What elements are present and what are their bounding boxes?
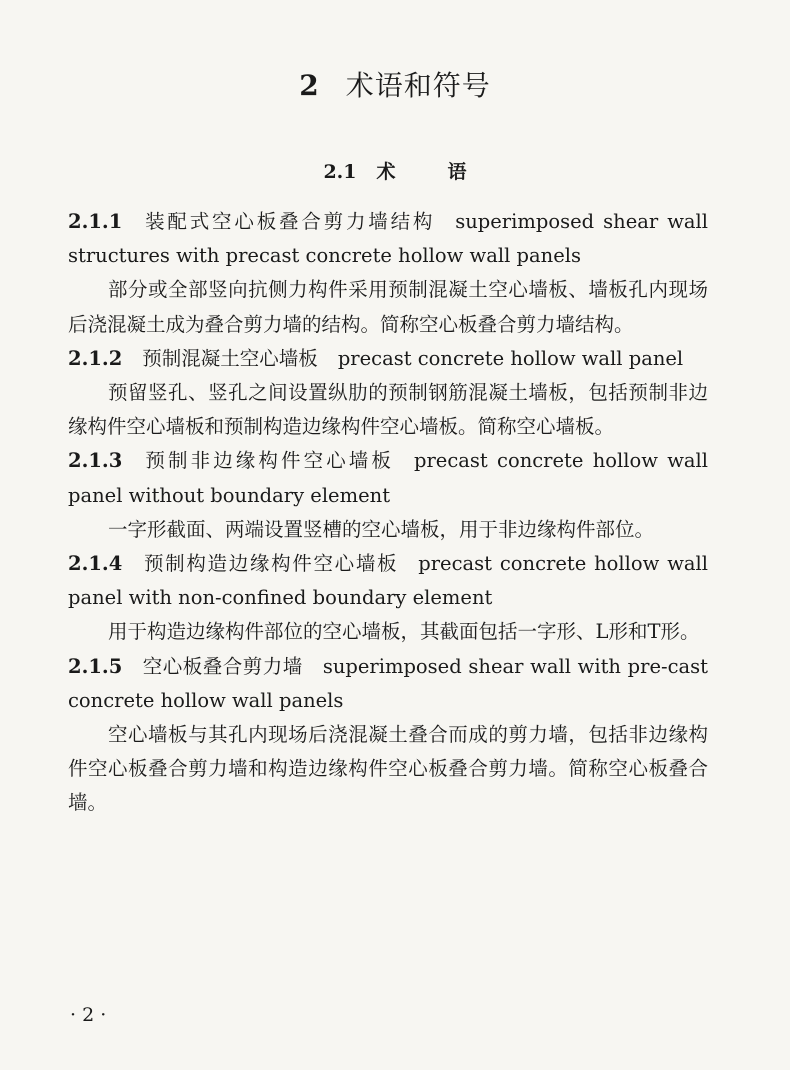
term-heading (68, 444, 708, 512)
term-chinese: 预制构造边缘构件空心墙板 (142, 552, 399, 576)
term-english: superimposed shear wall with pre-cast concrete hollow wall panels (68, 654, 708, 712)
term-code: 2.1.3 (68, 449, 123, 473)
chapter-number: 2 (299, 69, 320, 102)
term-code: 2.1.5 (68, 654, 123, 678)
section-title-word-1: 术 (376, 161, 396, 183)
term-english: precast concrete hollow wall panel (337, 346, 684, 370)
term-description: 一字形截面、两端设置竖槽的空心墙板，用于非边缘构件部位。 (108, 517, 655, 541)
term-code: 2.1.4 (68, 552, 123, 576)
chapter-title-text: 术语和符号 (345, 69, 491, 102)
term-code: 2.1.2 (68, 346, 123, 370)
page-number: · 2 · (70, 1004, 107, 1026)
term-chinese: 装配式空心板叠合剪力墙结构 (142, 210, 436, 233)
term-chinese: 预制混凝土空心墙板 (142, 346, 318, 370)
section-title (0, 156, 790, 188)
terms-body (68, 205, 708, 821)
term-heading (68, 547, 708, 615)
term-english: precast concrete hollow wall panel without boundary element (68, 449, 708, 507)
section-title-word-2: 语 (447, 161, 467, 183)
term-chinese: 空心板叠合剪力墙 (142, 654, 303, 678)
term-heading (68, 205, 708, 273)
chapter-title (0, 66, 790, 106)
section-number: 2.1 (323, 161, 357, 183)
term-heading (68, 342, 708, 376)
term-description: 用于构造边缘构件部位的空心墙板，其截面包括一字形、L形和T形。 (108, 620, 700, 644)
term-description: 预留竖孔、竖孔之间设置纵肋的预制钢筋混凝土墙板，包括预制非边缘构件空心墙板和预制构造边缘构件空心墙板。简称空心墙板。 (68, 381, 708, 439)
term-description: 空心墙板与其孔内现场后浇混凝土叠合而成的剪力墙，包括非边缘构件空心板叠合剪力墙和构造边缘构件空心板叠合剪力墙。简称空心板叠合墙。 (68, 723, 708, 815)
term-heading (68, 650, 708, 718)
term-english: precast concrete hollow wall panel with non-confined boundary element (68, 552, 708, 610)
term-code: 2.1.1 (68, 210, 123, 233)
term-english: superimposed shear wall structures with precast concrete hollow wall panels (68, 210, 708, 268)
term-chinese: 预制非边缘构件空心墙板 (142, 449, 394, 473)
term-description: 部分或全部竖向抗侧力构件采用预制混凝土空心墙板、墙板孔内现场后浇混凝土成为叠合剪力墙的结构。简称空心板叠合剪力墙结构。 (68, 278, 708, 336)
